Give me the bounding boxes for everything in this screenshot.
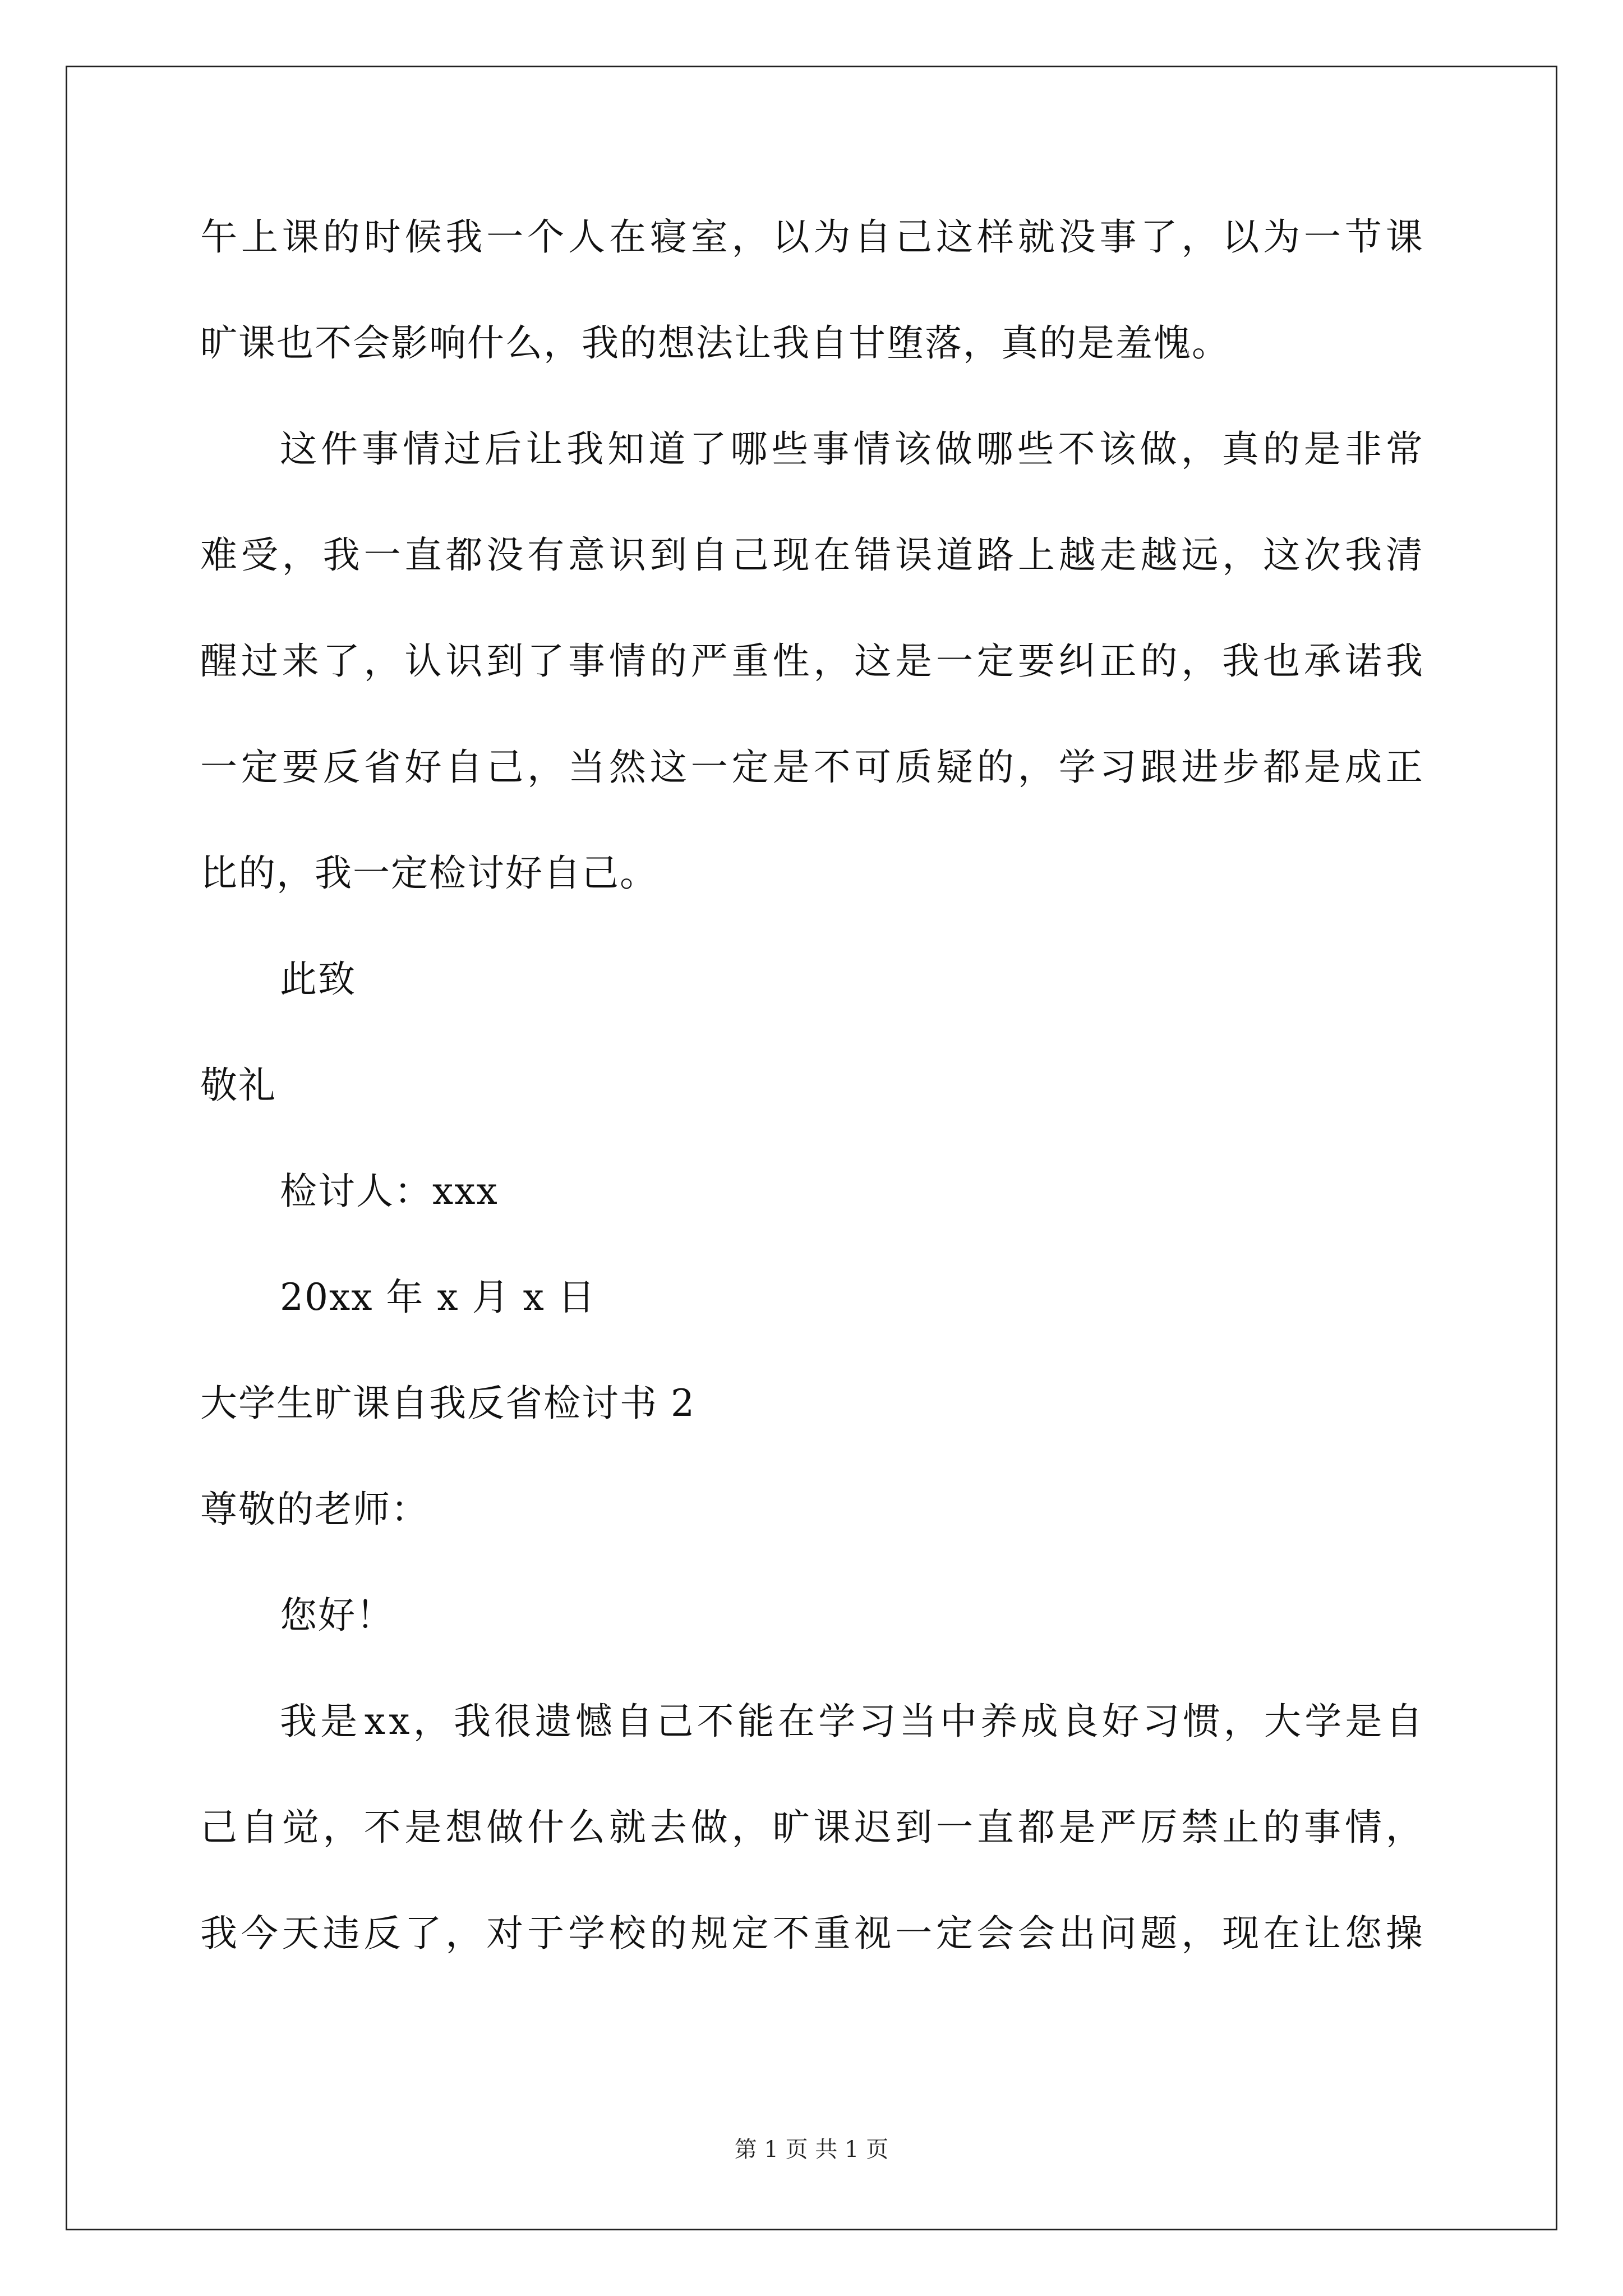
text-line-2: 旷课也不会影响什么，我的想法让我自甘堕落，真的是羞愧。 — [200, 321, 1230, 365]
text-line-5: 醒 过 来 了 ， 认 识 到 了 事 情 的 严 重 性 ， 这 是 一 定 要 纠 正 的 ， 我 也 承 诺 我 — [200, 639, 1423, 683]
greeting-recipient: 尊敬的老师： — [200, 1488, 429, 1531]
text-line-4: 难 受 ， 我 一 直 都 没 有 意 识 到 自 己 现 在 错 误 道 路 上 越 走 越 远 ， 这 次 我 清 — [200, 533, 1423, 577]
closing-salutation: 此致 — [280, 958, 356, 1001]
text-line-16: 己 自 觉 ， 不 是 想 做 什 么 就 去 做 ， 旷 课 迟 到 一 直 都 是 严 厉 禁 止 的 事 情 ， — [200, 1806, 1423, 1849]
text-line-17: 我 今 天 违 反 了 ， 对 于 学 校 的 规 定 不 重 视 一 定 会 会 出 问 题 ， 现 在 让 您 操 — [200, 1912, 1423, 1955]
greeting-hello: 您好！ — [280, 1594, 394, 1637]
text-line-6: 一 定 要 反 省 好 自 己 ， 当 然 这 一 定 是 不 可 质 疑 的 ， 学 习 跟 进 步 都 是 成 正 — [200, 746, 1423, 789]
section-title: 大学生旷课自我反省检讨书 2 — [200, 1382, 695, 1425]
text-line-3: 这 件 事 情 过 后 让 我 知 道 了 哪 些 事 情 该 做 哪 些 不 该 做 ， 真 的 是 非 常 — [280, 427, 1423, 471]
page-footer: 第 1 页 共 1 页 — [734, 2137, 889, 2162]
closing-regards: 敬礼 — [200, 1064, 276, 1107]
document-body — [200, 215, 1423, 2021]
signature-line: 检讨人：xxx — [280, 1170, 499, 1213]
text-line-15: 我 是 x x ， 我 很 遗 憾 自 己 不 能 在 学 习 当 中 养 成 良 好 习 惯 ， 大 学 是 自 — [280, 1700, 1423, 1743]
text-line-1: 午 上 课 的 时 候 我 一 个 人 在 寝 室 ， 以 为 自 己 这 样 就 没 事 了 ， 以 为 一 节 课 — [200, 215, 1423, 259]
text-line-7: 比的，我一定检讨好自己。 — [200, 852, 658, 895]
date-line: 20xx 年 x 月 x 日 — [280, 1276, 596, 1319]
